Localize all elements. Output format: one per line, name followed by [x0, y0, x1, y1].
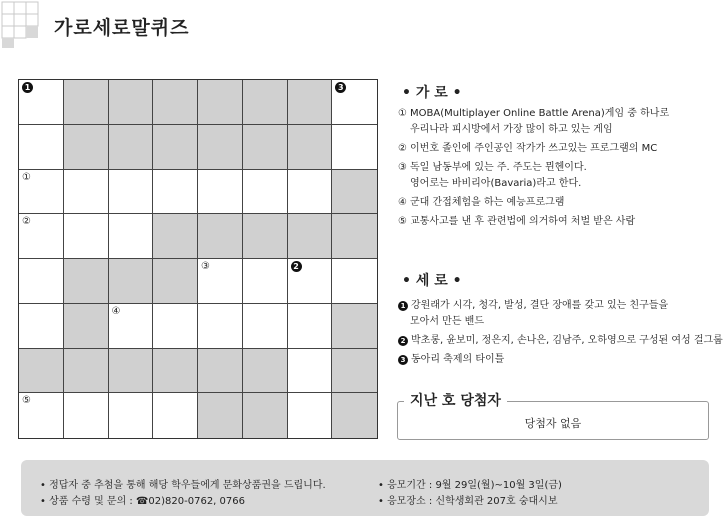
clue-number: 2: [398, 336, 408, 346]
cell-number: ③: [201, 261, 210, 272]
clue-number: ⑤: [398, 216, 407, 227]
grid-cell[interactable]: [64, 393, 109, 438]
clue-text: MOBA(Multiplayer Online Battle Arena)게임 중 하나로: [410, 108, 670, 119]
grid-cell[interactable]: [332, 349, 377, 394]
grid-cell[interactable]: [64, 349, 109, 394]
cell-number: ⑤: [22, 395, 31, 407]
grid-cell[interactable]: [198, 304, 243, 349]
grid-cell[interactable]: [243, 214, 288, 259]
grid-cell[interactable]: [153, 304, 198, 349]
clue-number: 3: [398, 355, 408, 365]
clue-number: ③: [398, 162, 407, 173]
grid-cell[interactable]: [19, 125, 64, 170]
grid-cell[interactable]: [19, 304, 64, 349]
clue-item: [398, 141, 669, 157]
clue-item: [398, 160, 669, 176]
footer-note-contact: • 상품 수령 및 문의 : ☎02)820-0762, 0766: [40, 496, 245, 507]
grid-cell[interactable]: [64, 80, 109, 125]
grid-cell[interactable]: [198, 259, 243, 304]
clue-number: ④: [398, 197, 407, 208]
grid-cell[interactable]: [19, 214, 64, 259]
clue-number: ①: [398, 108, 407, 119]
clue-item: [398, 106, 669, 122]
grid-cell[interactable]: [288, 304, 333, 349]
grid-cell[interactable]: [198, 80, 243, 125]
footer-note-period: • 응모기간 : 9월 29일(월)~10월 3일(금): [378, 480, 562, 491]
grid-cell[interactable]: [19, 259, 64, 304]
grid-cell[interactable]: [109, 393, 154, 438]
clue-number: ②: [398, 143, 407, 154]
grid-cell[interactable]: [198, 214, 243, 259]
page-title: 가로세로말퀴즈: [54, 17, 190, 39]
grid-cell[interactable]: [198, 393, 243, 438]
grid-cell[interactable]: [64, 170, 109, 215]
down-clue-list: [398, 298, 723, 371]
grid-cell[interactable]: [288, 125, 333, 170]
grid-cell[interactable]: [243, 393, 288, 438]
grid-cell[interactable]: [64, 125, 109, 170]
grid-cell[interactable]: [288, 393, 333, 438]
cell-number: 3: [335, 82, 346, 93]
grid-cell[interactable]: [153, 259, 198, 304]
down-heading: • 세 로 •: [402, 273, 462, 289]
grid-cell[interactable]: [243, 304, 288, 349]
clue-item: [398, 333, 723, 349]
clue-text: 이번호 졸인에 주인공인 작가가 쓰고있는 프로그램의 MC: [410, 143, 658, 154]
grid-cell[interactable]: [19, 170, 64, 215]
cell-number: 1: [22, 82, 33, 93]
grid-cell[interactable]: [109, 214, 154, 259]
grid-cell[interactable]: [153, 125, 198, 170]
grid-cell[interactable]: [332, 170, 377, 215]
clue-item: [398, 298, 723, 314]
grid-cell[interactable]: [243, 125, 288, 170]
grid-cell[interactable]: [243, 170, 288, 215]
grid-cell[interactable]: [243, 80, 288, 125]
grid-cell[interactable]: [19, 80, 64, 125]
grid-cell[interactable]: [332, 214, 377, 259]
grid-cell[interactable]: [153, 80, 198, 125]
grid-cell[interactable]: [198, 170, 243, 215]
grid-cell[interactable]: [153, 393, 198, 438]
grid-cell[interactable]: [19, 393, 64, 438]
footer-note-prize: • 정답자 중 추첨을 통해 해당 학우들에게 문화상품권을 드립니다.: [40, 480, 326, 491]
clue-text-continued: 모아서 만든 밴드: [410, 316, 484, 327]
grid-cell[interactable]: [153, 170, 198, 215]
grid-cell[interactable]: [198, 125, 243, 170]
footer-note-place: • 응모장소 : 신학생회관 207호 숭대시보: [378, 496, 558, 507]
clue-item: [398, 195, 669, 211]
clue-text-continued: 우리나라 피시방에서 가장 많이 하고 있는 게임: [410, 124, 613, 135]
grid-cell[interactable]: [288, 349, 333, 394]
grid-cell[interactable]: [198, 349, 243, 394]
grid-cell[interactable]: [332, 80, 377, 125]
grid-cell[interactable]: [109, 304, 154, 349]
clue-text: 박초롱, 윤보미, 정은지, 손나은, 김남주, 오하영으로 구성된 여성 걸그룹: [411, 335, 723, 346]
grid-cell[interactable]: [332, 393, 377, 438]
clue-text: 동아리 축제의 타이틀: [411, 354, 505, 365]
across-heading: • 가 로 •: [402, 85, 462, 101]
grid-cell[interactable]: [153, 214, 198, 259]
cell-number: ①: [22, 171, 31, 183]
clue-number: 1: [398, 301, 408, 311]
grid-cell[interactable]: [288, 214, 333, 259]
grid-cell[interactable]: [109, 125, 154, 170]
crossword-logo-icon: [0, 0, 52, 52]
grid-cell[interactable]: [332, 125, 377, 170]
grid-cell[interactable]: [64, 304, 109, 349]
grid-cell[interactable]: [288, 80, 333, 125]
grid-cell[interactable]: [64, 259, 109, 304]
grid-cell[interactable]: [109, 80, 154, 125]
grid-cell[interactable]: [288, 259, 333, 304]
winners-text: 당첨자 없음: [524, 417, 582, 430]
cell-number: ②: [22, 216, 31, 228]
grid-cell[interactable]: [109, 349, 154, 394]
grid-cell[interactable]: [288, 170, 333, 215]
grid-cell[interactable]: [109, 170, 154, 215]
clue-text: 강원래가 시각, 청각, 발성, 결단 장애를 갖고 있는 친구들을: [411, 300, 669, 311]
grid-cell[interactable]: [19, 349, 64, 394]
grid-cell[interactable]: [109, 259, 154, 304]
grid-cell[interactable]: [332, 304, 377, 349]
crossword-grid: [18, 79, 378, 439]
grid-cell[interactable]: [64, 214, 109, 259]
clue-item: [398, 352, 723, 368]
clue-text: 교통사고를 낸 후 관련법에 의거하여 처벌 받은 사람: [410, 216, 636, 227]
clue-text: 독일 남동부에 있는 주. 주도는 뮌헨이다.: [410, 162, 587, 173]
winners-title: 지난 호 당첨자: [404, 390, 507, 410]
grid-cell[interactable]: [243, 259, 288, 304]
clue-text: 군대 간접체험을 하는 예능프로그램: [410, 197, 565, 208]
cell-number: 2: [291, 261, 302, 272]
across-clue-list: [398, 106, 669, 233]
grid-cell[interactable]: [153, 349, 198, 394]
cell-number: ④: [111, 305, 121, 317]
clue-item: [398, 214, 669, 230]
grid-cell[interactable]: [243, 349, 288, 394]
clue-text-continued: 영어로는 바비리아(Bavaria)라고 한다.: [410, 178, 582, 189]
grid-cell[interactable]: [332, 259, 377, 304]
